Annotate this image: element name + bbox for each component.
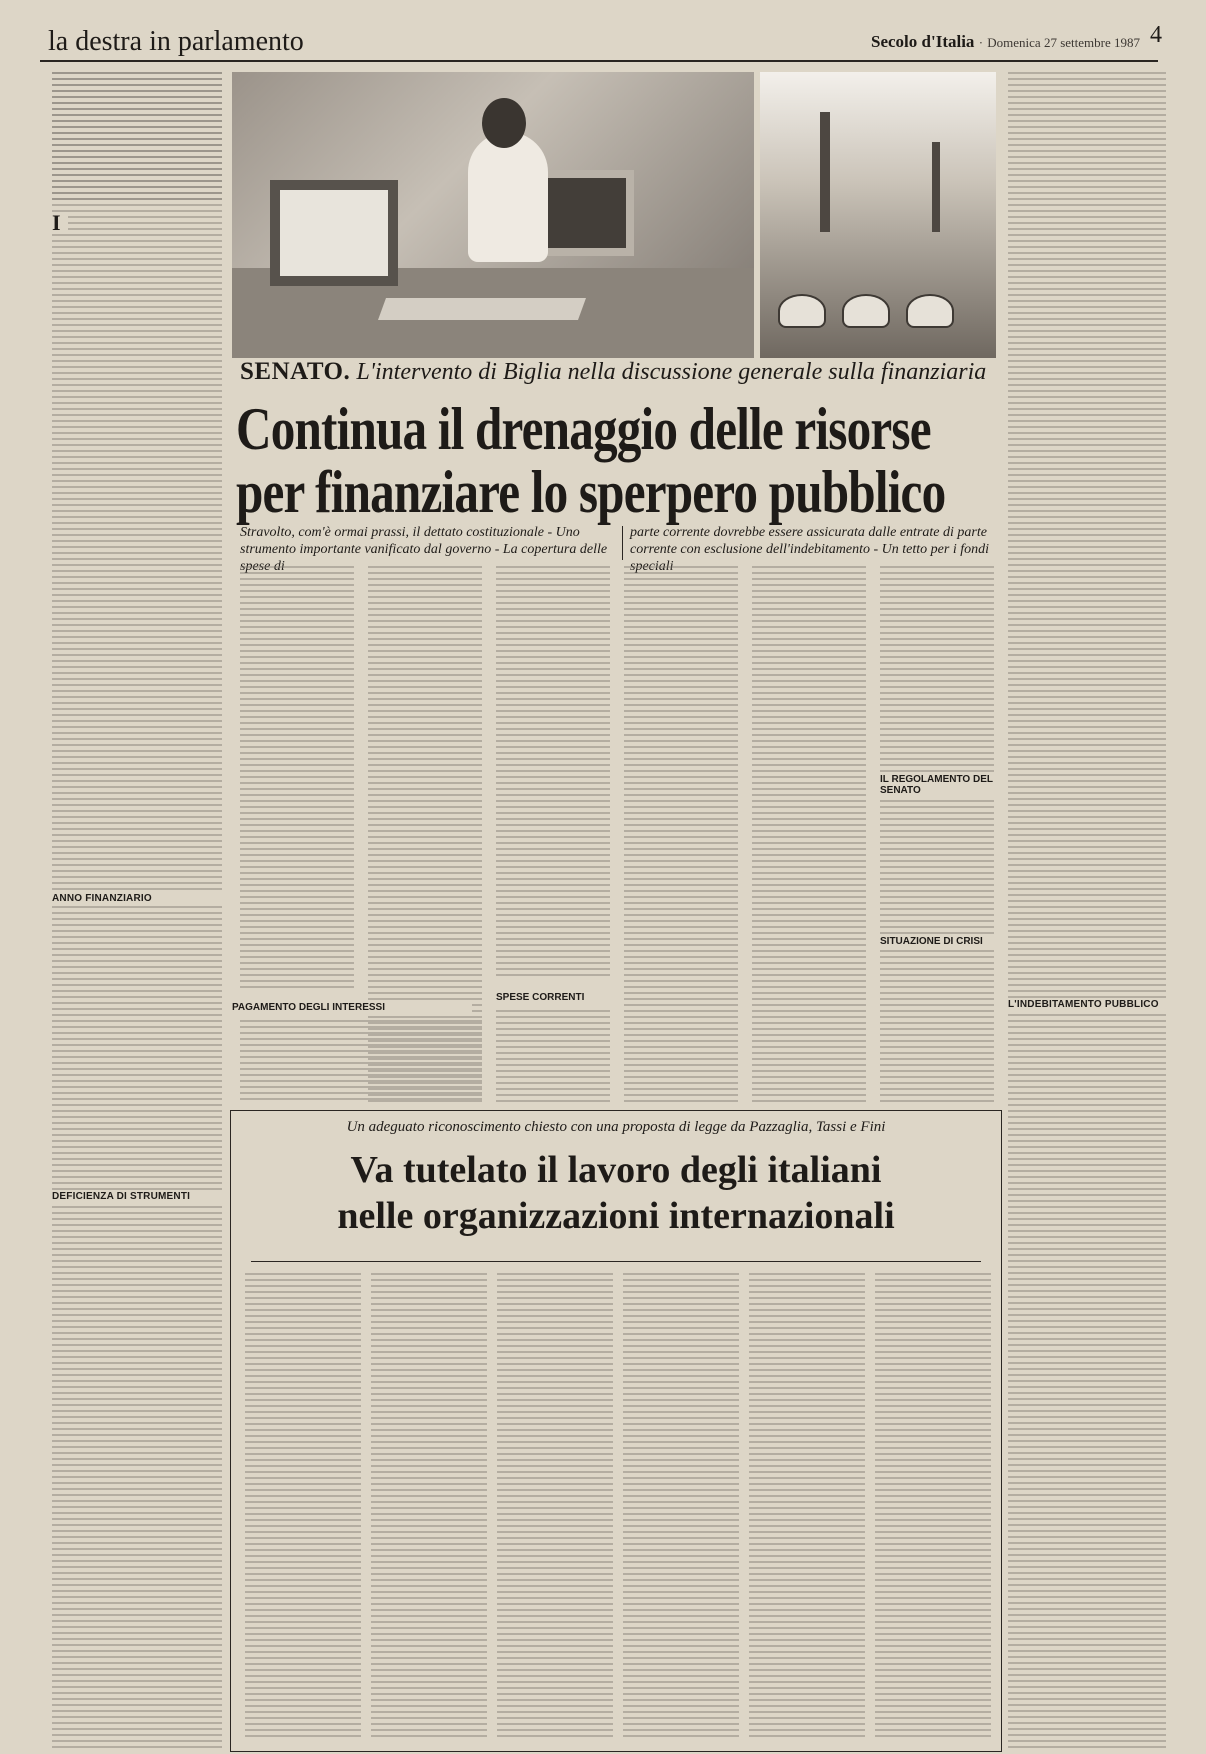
boxed-headline-line: nelle organizzazioni internazionali [337, 1195, 895, 1237]
subhead-anno-finanziario: ANNO FINANZIARIO [52, 892, 222, 906]
subhead-deficienza: DEFICIENZA DI STRUMENTI [52, 1190, 222, 1204]
boxed-body-column [875, 1273, 991, 1739]
photo-chimney [820, 112, 830, 232]
article-body-block [496, 1010, 610, 1102]
article-body-column [624, 566, 738, 1102]
photo-chimney [932, 142, 940, 232]
right-text-column [1008, 72, 1166, 1752]
photo-monitor [270, 180, 398, 286]
photo-tank [906, 294, 954, 328]
article-body-column [240, 566, 354, 990]
boxed-body-column [371, 1273, 487, 1739]
photo-tank [842, 294, 890, 328]
article-body-column [752, 566, 866, 1102]
article-kicker [240, 356, 1000, 388]
photo-keyboard [378, 298, 586, 320]
photo-person [468, 132, 548, 262]
article-body-column [880, 566, 994, 1102]
boxed-body-column [623, 1273, 739, 1739]
page-number: 4 [1150, 22, 1162, 48]
subhead-situazione: SITUAZIONE DI CRISI [880, 936, 1000, 947]
subhead-indebitamento: L'INDEBITAMENTO PUBBLICO [1008, 998, 1166, 1012]
issue-date: Domenica 27 settembre 1987 [987, 35, 1140, 50]
paper-name: Secolo d'Italia [871, 32, 975, 51]
headline-line: per finanziare lo sperpero pubblico [236, 459, 946, 525]
kicker-label: SENATO. [240, 358, 351, 385]
deck-divider [622, 526, 623, 560]
deck-left: Stravolto, com'è ormai prassi, il dettato costituzionale - Uno strumento importante vanificato dal governo - La copertura delle spese di [240, 525, 608, 574]
left-text-column [52, 72, 222, 1752]
subhead-spese-correnti: SPESE CORRENTI [496, 992, 596, 1003]
boxed-headline [231, 1147, 1001, 1239]
drop-cap: I [52, 212, 68, 234]
article-body-block [240, 1020, 482, 1102]
masthead [871, 32, 1140, 52]
deck-right: parte corrente dovrebbe essere assicurata dalle entrate di parte corrente con esclusione dell'indebitamento - Un tetto per i fondi speciali [630, 525, 990, 574]
headline-line: Continua il drenaggio delle risorse [236, 396, 931, 462]
industrial-plant-photo [760, 72, 996, 358]
masthead-separator: · [978, 35, 984, 50]
boxed-divider [251, 1261, 981, 1262]
subhead-pagamento: PAGAMENTO DEGLI INTERESSI [232, 1002, 472, 1013]
boxed-body-column [749, 1273, 865, 1739]
boxed-body-column [497, 1273, 613, 1739]
photo-tank [778, 294, 826, 328]
main-headline [236, 396, 946, 525]
page-header [40, 18, 1162, 62]
section-name: la destra in parlamento [48, 26, 304, 57]
photo-person-head [482, 98, 526, 148]
intro-block [52, 72, 222, 200]
kicker-text: L'intervento di Biglia nella discussione generale sulla finanziaria [356, 359, 987, 385]
boxed-body-column [245, 1273, 361, 1739]
boxed-headline-line: Va tutelato il lavoro degli italiani [350, 1149, 882, 1191]
boxed-article [230, 1110, 1002, 1752]
boxed-kicker: Un adeguato riconoscimento chiesto con una proposta di legge da Pazzaglia, Tassi e Fini [346, 1119, 886, 1135]
subhead-regolamento: IL REGOLAMENTO DEL SENATO [880, 774, 1000, 796]
office-computer-photo [232, 72, 754, 358]
article-body-column [496, 566, 610, 976]
